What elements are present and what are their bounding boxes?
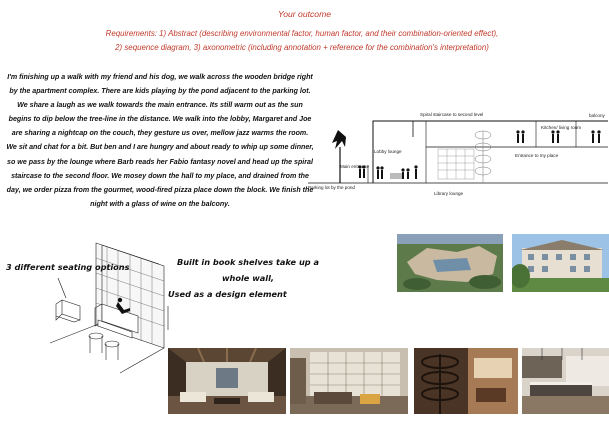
spiral-staircase-photo — [414, 348, 518, 414]
kitchen-interior-photo — [522, 348, 609, 414]
page-title: Your outcome — [277, 9, 332, 19]
annotation-seating: 3 different seating options — [6, 262, 130, 272]
axonometric-svg — [40, 238, 170, 378]
annotation-design-element: Used as a design element — [168, 289, 287, 299]
label-parking-lot: Parking lot by the pond — [308, 185, 355, 190]
annotation-bookshelves: Built in book shelves take up a whole wall, — [176, 257, 320, 283]
narrative-text: I'm finishing up a walk with my friend and his dog, we walk across the wooden bridge right by the apartment complex. There are kids playing by the pond adjacent to the parking lot. We share a laugh as we walk towards the main entrance. Its still warm out as the sun begins to dip below the tree-line in the distance. We walk into the lobby, Margaret and Joe are sharing a nightcap on the couch, they gesture us over, mellow jazz warms the room. We sit and chat for a bit. But ben and I are hungry and about ready to whip up some dinner, so we pass by the lounge where Barb reads her Fabio fantasy novel and head up the spiral staircase to the second floor. We mosey down the hall to my place, and drained from the day, we order pizza from the gourmet, wood-fired pizza place down the block. We finish the night with a glass of wine on the balcony. — [6, 73, 314, 208]
label-library-lounge: Library lounge — [434, 191, 464, 196]
label-entrance-my-place: Entrance to my place — [515, 153, 559, 158]
label-kitchen: Kitchen/ living room — [541, 125, 582, 130]
axonometric-drawing — [40, 238, 170, 378]
label-main-entrance: Main entrance — [340, 164, 370, 169]
label-balcony: balcony — [589, 113, 605, 118]
requirements-text: Requirements: 1) Abstract (describing environmental factor, human factor, and their combination-oriented effect), 2) sequence diagram, 3) axonometric (including annotation + reference for the combination's interpretation) — [105, 29, 499, 52]
library-bookshelf-photo — [290, 348, 408, 414]
sequence-diagram — [308, 105, 608, 200]
apartment-exterior-photo — [512, 234, 609, 292]
lobby-interior-photo — [168, 348, 286, 414]
aerial-complex-photo — [397, 234, 503, 292]
label-spiral-staircase: Spiral staircase to second level — [420, 112, 484, 117]
label-lobby-lounge: Lobby lounge — [374, 149, 402, 154]
